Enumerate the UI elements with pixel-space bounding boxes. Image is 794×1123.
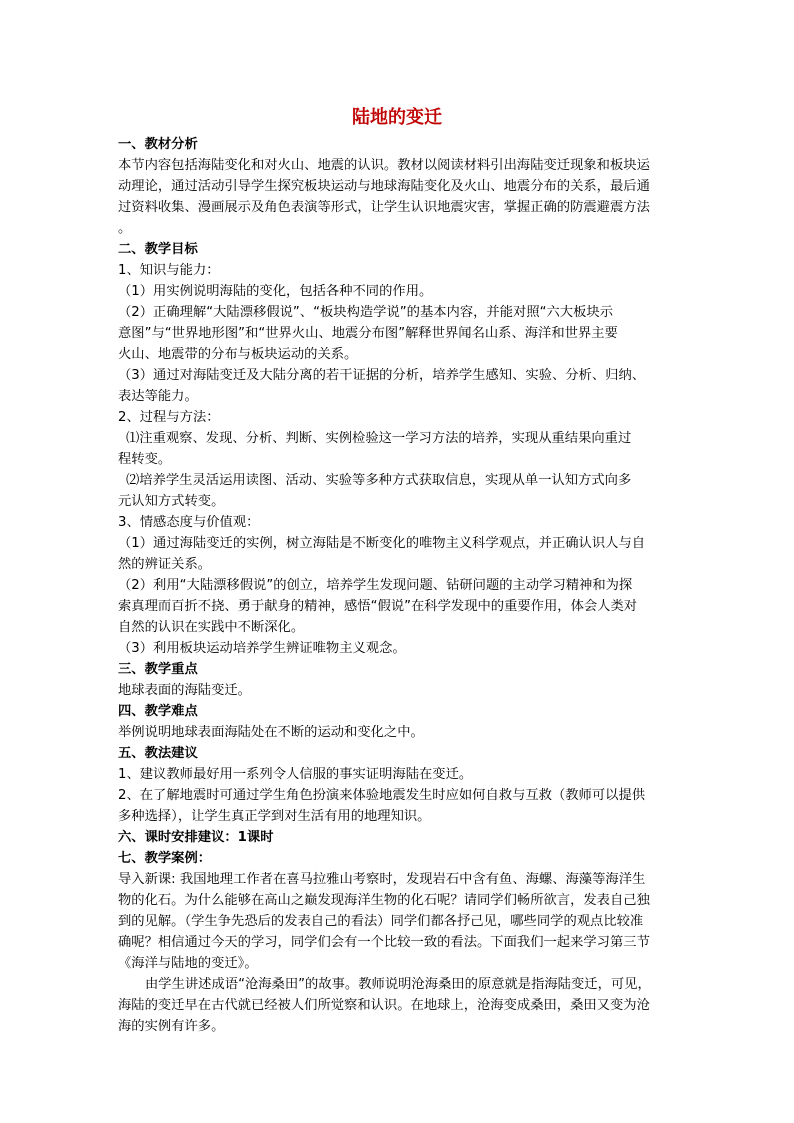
text-line: 表达等能力。 <box>118 389 198 404</box>
text-line: 元认知方式转变。 <box>118 494 225 509</box>
text-line: 海的实例有许多。 <box>118 1019 225 1034</box>
text-line: 到的见解。（学生争先恐后的发表自己的看法）同学们都各抒己见，哪些同学的观点比较准 <box>118 914 644 929</box>
text-line: （2）利用“大陆漂移假说”的创立，培养学生发现问题、钻研问题的主动学习精神和为探 <box>118 578 633 593</box>
text-line: （3）通过对海陆变迁及大陆分离的若干证据的分析，培养学生感知、实验、分析、归纳、 <box>118 368 646 383</box>
text-line: 本节内容包括海陆变化和对火山、地震的认识。教材以阅读材料引出海陆变迁现象和板块运 <box>118 158 650 173</box>
text-line: （3）利用板块运动培养学生辨证唯物主义观念。 <box>118 641 406 656</box>
text-line: 。 <box>118 221 132 236</box>
text-line: 火山、地震带的分布与板块运动的关系。 <box>118 347 358 362</box>
text-line: （1）通过海陆变迁的实例，树立海陆是不断变化的唯物主义科学观点，并正确认识人与自 <box>118 536 646 551</box>
text-line: 3、情感态度与价值观： <box>118 515 260 530</box>
text-line: 确呢？相信通过今天的学习，同学们会有一个比较一致的看法。下面我们一起来学习第三节 <box>118 935 650 950</box>
section-heading: 七、教学案例： <box>118 851 212 866</box>
text-line: 《海洋与陆地的变迁》。 <box>118 956 258 971</box>
text-line: ⑵培养学生灵活运用读图、活动、实验等多种方式获取信息，实现从单一认知方式向多 <box>126 473 632 488</box>
section-heading: 五、教法建议 <box>118 746 198 761</box>
section-heading: 四、教学难点 <box>118 704 198 719</box>
text-line: （1）用实例说明海陆的变化，包括各种不同的作用。 <box>118 284 433 299</box>
text-line: 1、知识与能力： <box>118 263 220 278</box>
text-line: 然的辨证关系。 <box>118 557 212 572</box>
text-line: 1、建议教师最好用一系列令人信服的事实证明海陆在变迁。 <box>118 767 473 782</box>
text-line: 导入新课: 我国地理工作者在喜马拉雅山考察时，发现岩石中含有鱼、海螺、海藻等海洋生 <box>118 872 646 887</box>
text-line: 意图”与“世界地形图”和“世界火山、地震分布图”解释世界闻名山系、海洋和世界主要 <box>118 326 618 341</box>
text-line: 举例说明地球表面海陆处在不断的运动和变化之中。 <box>118 725 424 740</box>
text-line: ⑴注重观察、发现、分析、判断、实例检验这一学习方法的培养，实现从重结果向重过 <box>126 431 632 446</box>
text-line: 物的化石。为什么能够在高山之巅发现海洋生物的化石呢？请同学们畅所欲言，发表自己独 <box>118 893 650 908</box>
text-line: （2）正确理解“大陆漂移假说”、“板块构造学说”的基本内容，并能对照“六大板块示 <box>118 305 613 320</box>
text-line: 海陆的变迁早在古代就已经被人们所觉察和认识。在地球上，沧海变成桑田，桑田又变为沧 <box>118 998 650 1013</box>
document-title: 陆地的变迁 <box>352 107 442 128</box>
section-heading: 一、教材分析 <box>118 137 198 152</box>
text-line: 2、过程与方法： <box>118 410 220 425</box>
text-line: 2、在了解地震时可通过学生角色扮演来体验地震发生时应如何自救与互救（教师可以提供 <box>118 788 646 803</box>
text-line: 多种选择），让学生真正学到对生活有用的地理知识。 <box>118 809 431 824</box>
text-line: 索真理而百折不挠、勇于献身的精神，感悟“假说”在科学发现中的重要作用，体会人类对 <box>118 599 638 614</box>
text-line: 地球表面的海陆变迁。 <box>118 683 251 698</box>
text-line: 动理论，通过活动引导学生探究板块运动与地球海陆变化及火山、地震分布的关系，最后通 <box>118 179 650 194</box>
text-line: 由学生讲述成语“沧海桑田”的故事。教师说明沧海桑田的原意就是指海陆变迁，可见， <box>145 977 651 992</box>
section-heading: 六、课时安排建议：1课时 <box>118 830 274 845</box>
text-line: 过资料收集、漫画展示及角色表演等形式，让学生认识地震灾害，掌握正确的防震避震方法 <box>118 200 650 215</box>
text-line: 程转变。 <box>118 452 172 467</box>
section-heading: 三、教学重点 <box>118 662 198 677</box>
section-heading: 二、教学目标 <box>118 242 198 257</box>
text-line: 自然的认识在实践中不断深化。 <box>118 620 305 635</box>
document-body <box>118 134 680 1037</box>
